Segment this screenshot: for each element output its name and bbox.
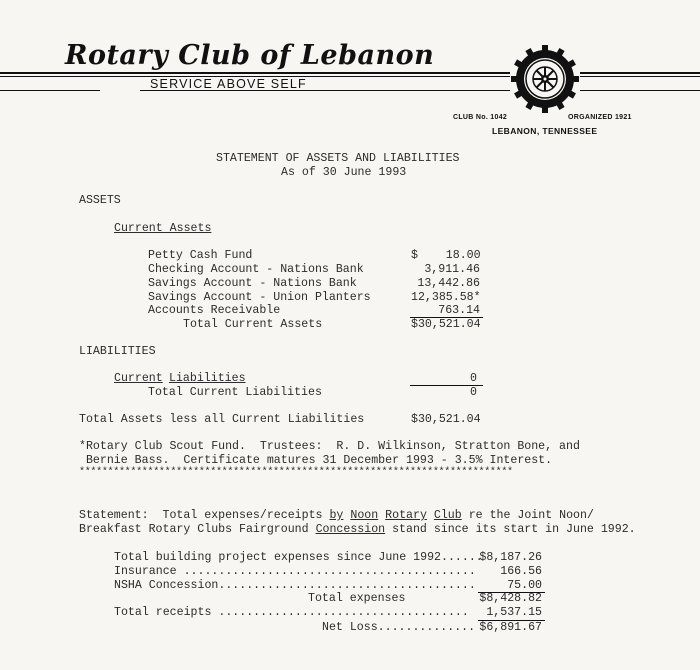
current-liabilities-subheading-b: Liabilities (169, 372, 246, 385)
assets-heading: ASSETS (79, 194, 121, 207)
asset-label: Accounts Receivable (148, 304, 281, 317)
net-loss-amount: $6,891.67 (479, 621, 542, 634)
statement-text: re the Joint Noon/ (461, 509, 594, 522)
statement-text: Breakfast Rotary Clubs Fairground (79, 523, 316, 536)
asset-amount: $ 18.00 (411, 249, 481, 262)
total-expenses-label: Total expenses (308, 592, 406, 605)
liabilities-amount: 0 (470, 372, 477, 385)
statement-date: As of 30 June 1993 (281, 166, 407, 179)
statement-text: Club (433, 509, 462, 522)
header-rule-top (0, 72, 510, 74)
header-rule-bottom-left (0, 90, 100, 91)
asset-label: Petty Cash Fund (148, 249, 253, 262)
total-expenses-amount: $8,428.82 (479, 592, 542, 605)
statement-text: Noon (350, 509, 379, 522)
statement-title: STATEMENT OF ASSETS AND LIABILITIES (216, 152, 460, 165)
expense-statement-line-2 (79, 523, 636, 537)
expense-label: Insurance .......................................... (114, 565, 476, 578)
liabilities-heading: LIABILITIES (79, 345, 156, 358)
asset-amount: 13,442.86 (417, 277, 480, 290)
asset-label: Checking Account - Nations Bank (148, 263, 364, 276)
asset-amount: 3,911.46 (424, 263, 480, 276)
net-assets-label: Total Assets less all Current Liabilities (79, 413, 365, 426)
club-motto: SERVICE ABOVE SELF (150, 77, 307, 91)
current-assets-subheading: Current Assets (114, 222, 212, 235)
footnote-line-1: *Rotary Club Scout Fund. Trustees: R. D. Wilkinson, Stratton Bone, and (79, 440, 580, 453)
total-current-liabilities-label: Total Current Liabilities (148, 386, 322, 399)
total-current-liabilities-amount: 0 (470, 386, 477, 399)
total-receipts-label: Total receipts .................................... (114, 606, 469, 619)
statement-text: Rotary (385, 509, 427, 522)
statement-text: by (329, 509, 344, 522)
header-rule-bottom-right (580, 90, 700, 91)
expense-amount: 75.00 (507, 579, 542, 592)
statement-text: Concession (315, 523, 386, 536)
total-receipts-amount: 1,537.15 (486, 606, 542, 619)
asset-amount: 12,385.58* (411, 291, 481, 304)
club-location: LEBANON, TENNESSEE (492, 126, 598, 136)
header-rule-mid-right (580, 76, 700, 77)
expense-statement-line-1 (79, 509, 594, 523)
statement-text: Statement: Total expenses/receipts (79, 509, 330, 522)
net-assets-amount: $30,521.04 (411, 413, 481, 426)
organized-year: ORGANIZED 1921 (568, 114, 632, 121)
expense-label: Total building project expenses since June 1992...... (114, 551, 483, 564)
asset-label: Savings Account - Union Planters (148, 291, 371, 304)
footnote-line-2: Bernie Bass. Certificate matures 31 December 1993 - 3.5% Interest. (79, 454, 553, 467)
net-loss-label: Net Loss.............. (322, 621, 476, 634)
total-current-assets-amount: $30,521.04 (411, 318, 481, 331)
total-current-assets-label: Total Current Assets (183, 318, 323, 331)
asset-label: Savings Account - Nations Bank (148, 277, 357, 290)
expense-amount: $8,187.26 (479, 551, 542, 564)
rotary-gear-icon (510, 44, 580, 114)
divider-stars: **************************************************************************** (79, 467, 513, 478)
header-rule-top-right (580, 72, 700, 74)
club-title: Rotary Club of Lebanon (65, 40, 435, 71)
expense-amount: 166.56 (500, 565, 542, 578)
club-number: CLUB No. 1042 (453, 114, 508, 121)
statement-text: stand since its start in June 1992. (385, 523, 636, 536)
current-liabilities-subheading-a: Current (114, 372, 163, 385)
expense-label: NSHA Concession..................................... (114, 579, 476, 592)
asset-amount: 763.14 (438, 304, 480, 317)
